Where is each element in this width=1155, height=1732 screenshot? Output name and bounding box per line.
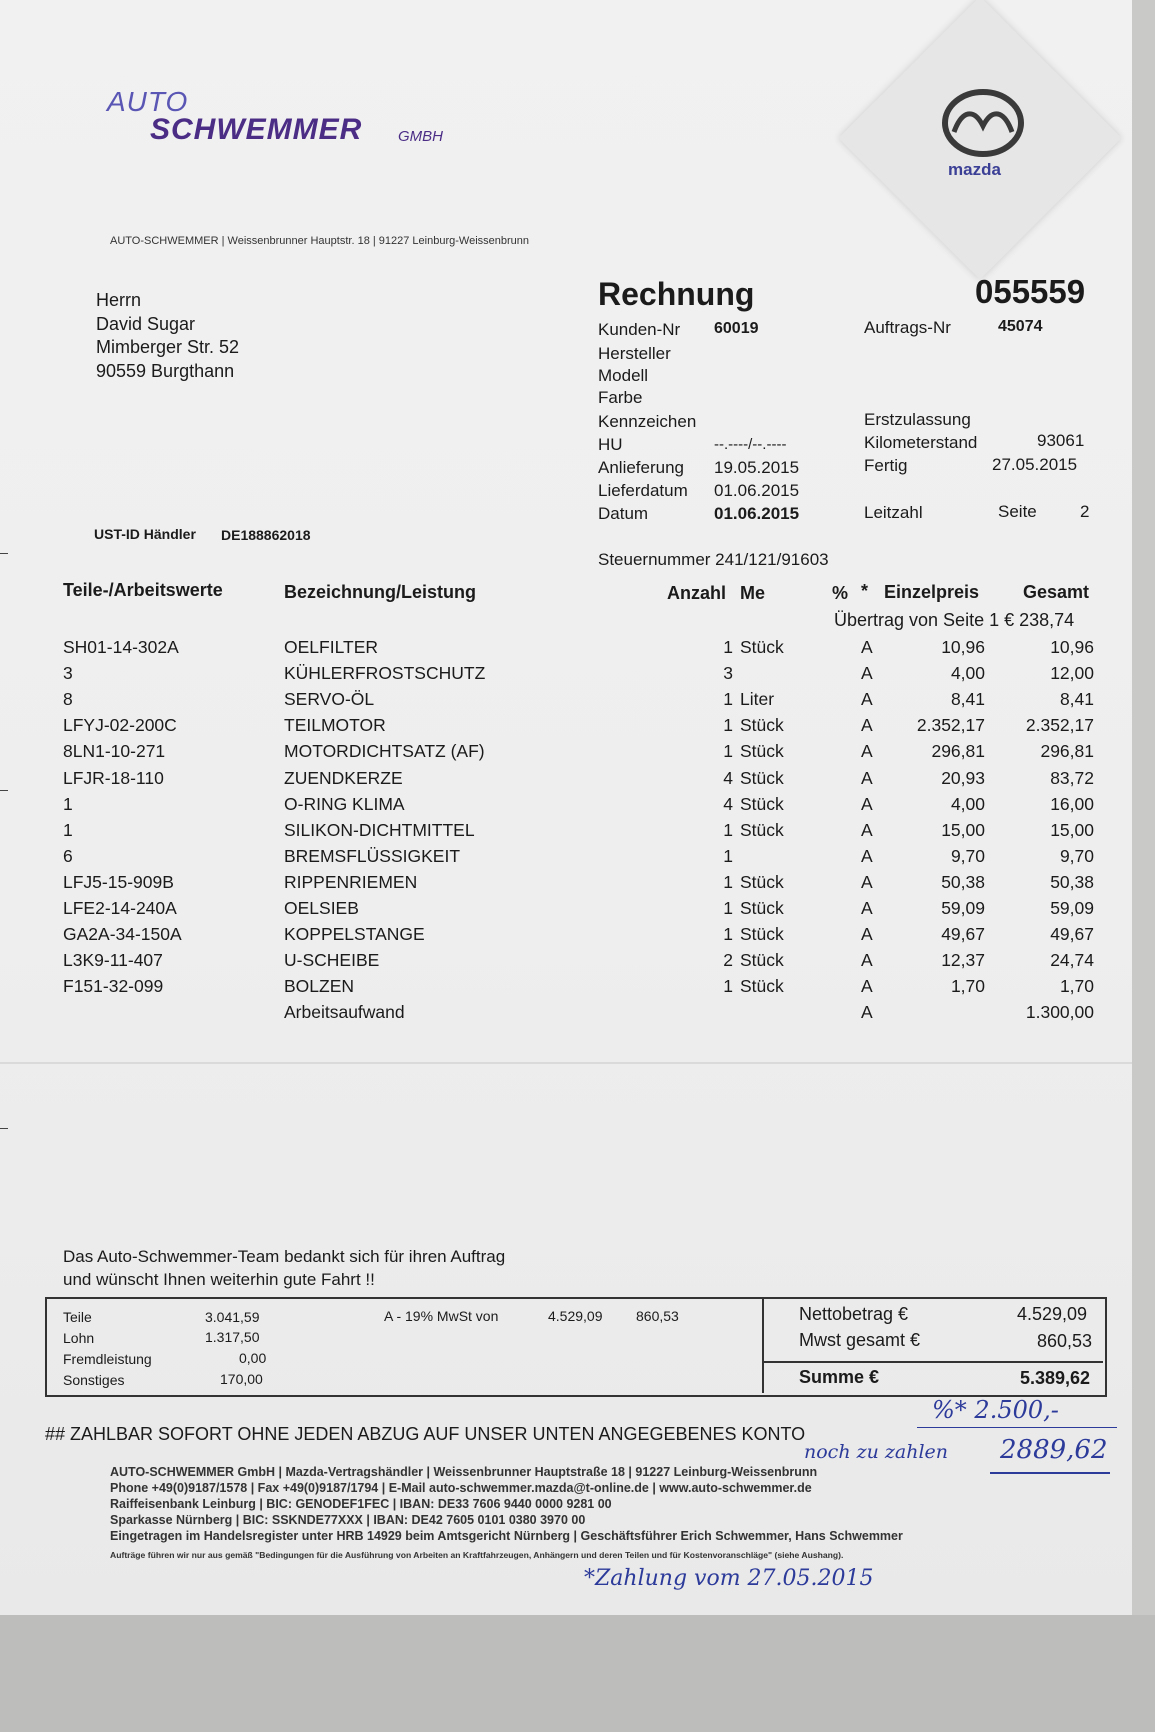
netto-label: Nettobetrag €	[799, 1304, 909, 1324]
kunden-nr-value: 60019	[714, 320, 759, 337]
header-bezeichnung: Bezeichnung/Leistung	[284, 582, 477, 602]
item-quantity: 1	[723, 741, 733, 762]
item-description: U-SCHEIBE	[284, 950, 380, 971]
invoice-title: Rechnung	[598, 276, 755, 312]
header-anzahl: Anzahl	[667, 583, 727, 603]
item-total: 9,70	[1059, 845, 1094, 866]
item-description: KOPPELSTANGE	[284, 924, 425, 945]
item-tax-code: A	[861, 689, 873, 710]
item-tax-code: A	[861, 924, 873, 945]
teile-label: Teile	[63, 1309, 92, 1325]
totals-divider	[762, 1361, 1103, 1363]
seite-value: 2	[1080, 502, 1090, 521]
item-quantity: 3	[723, 663, 733, 684]
item-description: KÜHLERFROSTSCHUTZ	[284, 663, 486, 684]
item-total: 8,41	[1059, 689, 1094, 710]
item-quantity: 1	[723, 637, 733, 657]
lohn-label: Lohn	[63, 1330, 95, 1346]
item-tax-code: A	[861, 819, 873, 840]
item-quantity: 1	[723, 715, 733, 736]
item-unit: Liter	[740, 689, 775, 710]
lieferdatum-label: Lieferdatum	[598, 481, 688, 500]
recipient-salutation: Herrn	[96, 290, 142, 310]
kennzeichen-label: Kennzeichen	[598, 412, 697, 431]
item-tax-code: A	[861, 715, 873, 736]
item-tax-code: A	[861, 1002, 873, 1023]
steuernummer: Steuernummer 241/121/91603	[598, 550, 829, 569]
sonstiges-value: 170,00	[220, 1371, 263, 1387]
item-quantity: 1	[723, 819, 733, 840]
item-unit-price: 49,67	[941, 924, 985, 945]
item-quantity: 4	[723, 793, 733, 814]
netto-value: 4.529,09	[1017, 1304, 1088, 1324]
item-description: TEILMOTOR	[284, 715, 386, 736]
logo-auto: AUTO	[107, 86, 189, 117]
item-total: 12,00	[1050, 663, 1094, 684]
item-unit: Stück	[740, 950, 784, 971]
item-unit-price: 50,38	[941, 871, 985, 892]
item-tax-code: A	[861, 793, 873, 814]
invoice-number: 055559	[975, 273, 1086, 310]
teile-value: 3.041,59	[205, 1309, 260, 1325]
kilometerstand-label: Kilometerstand	[864, 433, 978, 452]
item-total: 16,00	[1050, 793, 1094, 814]
modell-label: Modell	[598, 366, 649, 385]
farbe-label: Farbe	[598, 388, 643, 407]
mwst-amount: 860,53	[636, 1308, 679, 1324]
item-unit: Stück	[740, 976, 784, 997]
anlieferung-label: Anlieferung	[598, 458, 685, 477]
item-quantity: 1	[723, 871, 733, 892]
item-unit-price: 1,70	[950, 976, 985, 997]
item-tax-code: A	[861, 976, 873, 997]
thanks-line-1: Das Auto-Schwemmer-Team bedankt sich für ihren Auftrag	[63, 1247, 506, 1266]
fremdleistung-label: Fremdleistung	[63, 1351, 152, 1367]
footer-register: Eingetragen im Handelsregister unter HRB 14929 beim Amtsgericht Nürnberg | Geschäftsführer Erich Schwemmer, Hans Schwemmer	[110, 1529, 903, 1543]
erstzulassung-label: Erstzulassung	[864, 410, 971, 429]
item-unit: Stück	[740, 637, 784, 657]
item-description: ZUENDKERZE	[284, 767, 403, 788]
item-unit-price: 4,00	[950, 663, 985, 684]
sender-line: AUTO-SCHWEMMER | Weissenbrunner Hauptstr. 18 | 91227 Leinburg-Weissenbrunn	[110, 235, 530, 247]
item-part-number: L3K9-11-407	[63, 950, 163, 971]
mwst-base: 4.529,09	[548, 1308, 603, 1324]
item-total: 83,72	[1050, 767, 1094, 788]
item-tax-code: A	[861, 950, 873, 971]
item-total: 10,96	[1050, 637, 1094, 657]
fertig-label: Fertig	[864, 456, 908, 475]
handwritten-underline-1	[917, 1427, 1117, 1428]
datum-value: 01.06.2015	[714, 504, 800, 523]
recipient-street: Mimberger Str. 52	[96, 337, 240, 357]
seite-label: Seite	[998, 502, 1037, 521]
item-unit: Stück	[740, 819, 784, 840]
item-unit: Stück	[740, 871, 784, 892]
handwritten-underline-2	[990, 1472, 1110, 1474]
kilometerstand-value: 93061	[1037, 431, 1085, 450]
item-total: 1,70	[1059, 976, 1094, 997]
summe-value: 5.389,62	[1020, 1368, 1091, 1388]
item-unit-price: 12,37	[941, 950, 985, 971]
recipient-name: David Sugar	[96, 314, 196, 334]
item-total: 296,81	[1040, 741, 1094, 762]
item-part-number: LFE2-14-240A	[63, 898, 177, 918]
header-gesamt: Gesamt	[1023, 582, 1090, 602]
item-total: 1.300,00	[1025, 1002, 1094, 1023]
item-unit-price: 4,00	[950, 793, 985, 814]
item-quantity: 1	[723, 924, 733, 945]
background-surface	[0, 1615, 1155, 1732]
item-tax-code: A	[861, 767, 873, 788]
hersteller-label: Hersteller	[598, 344, 671, 363]
margin-tick	[0, 1128, 8, 1129]
item-part-number: F151-32-099	[63, 976, 164, 997]
item-unit: Stück	[740, 715, 784, 736]
handwritten-label: noch zu zahlen	[804, 1441, 949, 1463]
item-unit-price: 8,41	[950, 689, 985, 710]
anlieferung-value: 19.05.2015	[714, 458, 800, 477]
fremdleistung-value: 0,00	[239, 1350, 267, 1366]
ust-id-value: DE188862018	[221, 527, 311, 543]
margin-tick	[0, 790, 8, 791]
item-part-number: 1	[63, 793, 73, 814]
header-einzelpreis: Einzelpreis	[884, 582, 980, 602]
header-percent: %	[832, 583, 849, 603]
item-description: Arbeitsaufwand	[284, 1002, 405, 1023]
item-total: 2.352,17	[1025, 715, 1094, 736]
item-unit-price: 9,70	[950, 845, 985, 866]
item-unit: Stück	[740, 898, 784, 918]
footer-bank-1: Raiffeisenbank Leinburg | BIC: GENODEF1FEC | IBAN: DE33 7606 9440 0000 9281 00	[110, 1497, 612, 1511]
header-teile: Teile-/Arbeitswerte	[63, 580, 223, 600]
summe-label: Summe €	[799, 1367, 880, 1387]
leitzahl-label: Leitzahl	[864, 503, 923, 522]
item-description: RIPPENRIEMEN	[284, 871, 418, 892]
mwst-label: A - 19% MwSt von	[384, 1308, 499, 1324]
item-total: 24,74	[1050, 950, 1094, 971]
item-unit: Stück	[740, 924, 784, 945]
item-description: MOTORDICHTSATZ (AF)	[284, 741, 485, 762]
lieferdatum-value: 01.06.2015	[714, 481, 800, 500]
item-quantity: 1	[723, 845, 733, 866]
footer-company: AUTO-SCHWEMMER GmbH | Mazda-Vertragshändler | Weissenbrunner Hauptstraße 18 | 91227 Leinburg-Weissenbrunn	[110, 1465, 818, 1479]
mazda-logo-icon	[940, 88, 1026, 158]
item-part-number: 8LN1-10-271	[63, 741, 166, 762]
margin-tick	[0, 553, 8, 554]
item-tax-code: A	[861, 845, 873, 866]
item-tax-code: A	[861, 741, 873, 762]
footer-contact: Phone +49(0)9187/1578 | Fax +49(0)9187/1794 | E-Mail auto-schwemmer.mazda@t-online.de | www.auto-schwemmer.de	[110, 1481, 812, 1495]
handwritten-amount: 2889,62	[1000, 1435, 1108, 1465]
item-part-number: SH01-14-302A	[63, 637, 179, 657]
fertig-value: 27.05.2015	[992, 455, 1078, 474]
item-tax-code: A	[861, 637, 873, 657]
hu-label: HU	[598, 435, 623, 454]
item-unit: Stück	[740, 793, 784, 814]
item-unit-price: 2.352,17	[916, 715, 985, 736]
uebertrag-line: Übertrag von Seite 1 € 238,74	[834, 610, 1075, 630]
logo-schwemmer: SCHWEMMER	[150, 113, 363, 146]
footer-bank-2: Sparkasse Nürnberg | BIC: SSKNDE77XXX | IBAN: DE42 7605 0101 0380 3970 00	[110, 1513, 586, 1527]
item-part-number: LFJR-18-110	[63, 767, 164, 788]
kunden-nr-label: Kunden-Nr	[598, 320, 681, 339]
item-part-number: 3	[63, 663, 73, 684]
item-quantity: 4	[723, 767, 733, 788]
ust-id-label: UST-ID Händler	[94, 526, 196, 542]
item-unit-price: 10,96	[941, 637, 985, 657]
item-part-number: LFJ5-15-909B	[63, 871, 174, 892]
paper-fold	[0, 1062, 1132, 1064]
item-quantity: 1	[723, 976, 733, 997]
mazda-brand-text: mazda	[948, 160, 1001, 179]
item-description: SERVO-ÖL	[284, 689, 375, 710]
item-part-number: 8	[63, 689, 73, 710]
item-part-number: 6	[63, 845, 73, 866]
item-quantity: 2	[723, 950, 733, 971]
item-unit-price: 20,93	[941, 767, 985, 788]
item-total: 50,38	[1050, 871, 1094, 892]
item-description: O-RING KLIMA	[284, 793, 405, 814]
recipient-city: 90559 Burgthann	[96, 361, 235, 381]
item-description: BOLZEN	[284, 976, 355, 997]
hu-value: --.----/--.----	[714, 436, 787, 453]
thanks-line-2: und wünscht Ihnen weiterhin gute Fahrt !!	[63, 1270, 375, 1289]
item-description: OELSIEB	[284, 898, 359, 918]
item-quantity: 1	[723, 689, 733, 710]
item-unit-price: 15,00	[941, 819, 985, 840]
item-total: 59,09	[1050, 898, 1094, 918]
logo-gmbh: GMBH	[398, 128, 443, 145]
auftrags-nr-label: Auftrags-Nr	[864, 318, 951, 337]
item-description: SILIKON-DICHTMITTEL	[284, 819, 475, 840]
item-description: OELFILTER	[284, 637, 379, 657]
item-part-number: GA2A-34-150A	[63, 924, 182, 945]
mwst-gesamt-label: Mwst gesamt €	[799, 1330, 921, 1350]
auftrags-nr-value: 45074	[998, 318, 1043, 335]
item-total: 15,00	[1050, 819, 1094, 840]
item-unit: Stück	[740, 741, 784, 762]
handwritten-payment-note: *Zahlung vom 27.05.2015	[584, 1566, 874, 1591]
footer-terms: Aufträge führen wir nur aus gemäß "Bedingungen für die Ausführung von Arbeiten an Kraftfahrzeugen, Anhängern und deren Teilen und für Kostenvoranschläge" (siehe Aushang).	[110, 1550, 844, 1560]
header-me: Me	[740, 583, 766, 603]
item-tax-code: A	[861, 898, 873, 918]
item-tax-code: A	[861, 871, 873, 892]
lohn-value: 1.317,50	[205, 1329, 260, 1345]
item-tax-code: A	[861, 663, 873, 684]
item-part-number: LFYJ-02-200C	[63, 715, 177, 736]
sonstiges-label: Sonstiges	[63, 1372, 125, 1388]
datum-label: Datum	[598, 504, 649, 523]
handwritten-deduction: %* 2.500,-	[932, 1396, 1059, 1424]
header-star: *	[861, 581, 869, 601]
item-total: 49,67	[1050, 924, 1094, 945]
item-unit: Stück	[740, 767, 784, 788]
mwst-gesamt-value: 860,53	[1037, 1331, 1093, 1351]
item-unit-price: 59,09	[941, 898, 985, 918]
item-unit-price: 296,81	[931, 741, 985, 762]
item-part-number: 1	[63, 819, 73, 840]
item-quantity: 1	[723, 898, 733, 918]
item-description: BREMSFLÜSSIGKEIT	[284, 845, 461, 866]
payment-note: ## ZAHLBAR SOFORT OHNE JEDEN ABZUG AUF UNSER UNTEN ANGEGEBENES KONTO	[45, 1424, 806, 1444]
